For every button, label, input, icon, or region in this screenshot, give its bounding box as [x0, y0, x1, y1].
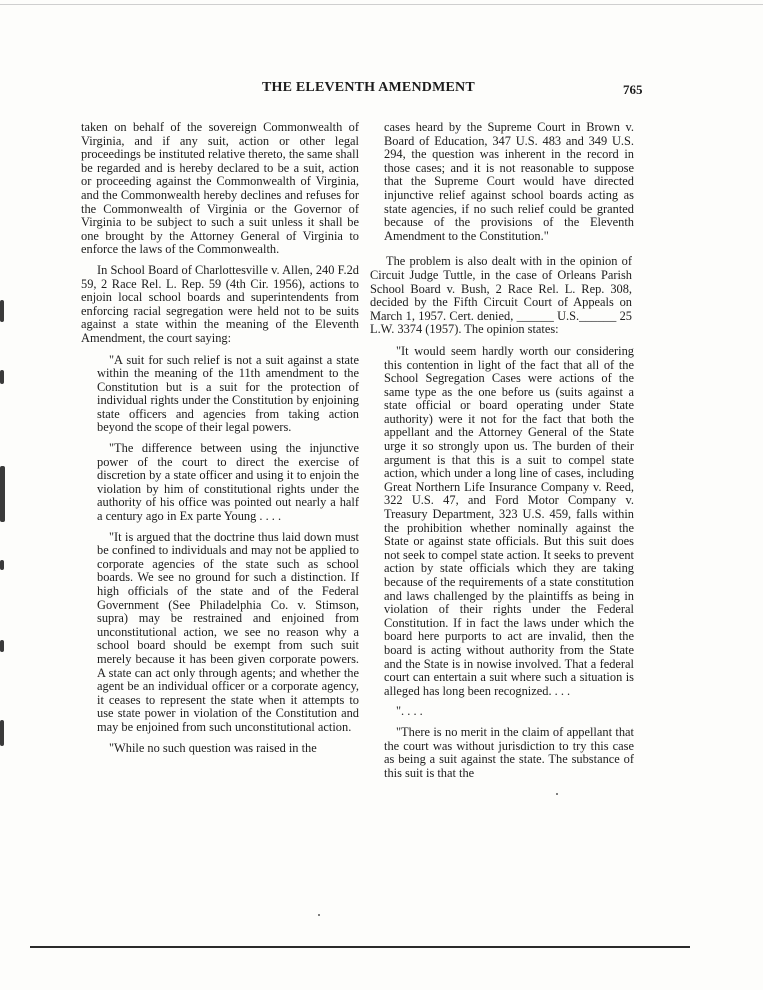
bottom-rule: [30, 946, 690, 948]
quote-paragraph: "It is argued that the doctrine thus laid down must be confined to individuals and may not be applied to corporate agencies of the state such as school boards. We see no ground for such a distinction. If high officials of the state and of the Federal Government (See Philadelphia Co. v. Stimson, supra) may be restrained and enjoined from unconstitutional action, we see no reason why a school board should be exempt from such suit merely because it has been given corporate powers. A state can act only through agents; and whether the agent be an individual officer or a corporate agency, it ceases to represent the state when it attempts to use state power in violation of the Constitution and may be enjoined from such unconstitutional action.: [97, 529, 359, 734]
scan-margin-mark: [0, 560, 4, 570]
quote-paragraph: "The difference between using the injunctive power of the court to direct the exercise of discretion by a state officer and using it to enjoin the violation by him of constitutional rights under the authority of his office was pointed out nearly a half a century ago in Ex parte Young . . . .: [97, 441, 359, 524]
block-quote-bush: [384, 345, 634, 780]
quote-ellipsis: ". . . .: [396, 704, 423, 719]
quote-paragraph: "A suit for such relief is not a suit against a state within the meaning of the 11th amendment to the Constitution but is a suit for the protection of individual rights under the Constitution by enjoining state officers and agencies from taking action beyond the scope of their legal powers.: [97, 352, 359, 435]
right-column: [370, 121, 632, 780]
scan-margin-mark: [0, 300, 4, 322]
left-column: [81, 121, 359, 755]
paragraph-charlottesville-case: In School Board of Charlottesville v. Allen, 240 F.2d 59, 2 Race Rel. L. Rep. 59 (4th Cir. 1956), actions to enjoin local school boards and superintendents from enforcing racial segregation were held not to be suits against a state within the meaning of the Eleventh Amendment, the court saying:: [81, 262, 359, 345]
quote-paragraph: "While no such question was raised in the: [109, 740, 317, 755]
block-quote-continuation: [384, 121, 634, 243]
quote-paragraph: cases heard by the Supreme Court in Brown v. Board of Education, 347 U.S. 483 and 349 U.S. 294, the question was inherent in the record in those cases; and it is not reasonable to suppose that the Supreme Court would have directed injunctive relief against school boards acting as state agencies, if no such relief could be granted because of the provisions of the Eleventh Amendment to the Constitution.": [384, 120, 634, 243]
page-number: 765: [623, 82, 643, 97]
scan-margin-mark: [0, 720, 4, 746]
quote-paragraph: "There is no merit in the claim of appellant that the court was without jurisdiction to try this case as being a suit against the state. The substance of this suit is that the: [384, 724, 634, 780]
scan-margin-mark: [0, 370, 4, 384]
scan-margin-mark: [0, 640, 4, 652]
scan-margin-mark: [0, 466, 5, 522]
paragraph-statute-continuation: taken on behalf of the sovereign Commonwealth of Virginia, and if any suit, action or other legal proceedings be instituted relative thereto, the same shall be regarded and is hereby declared to be a suit, action or proceeding against the Commonwealth of Virginia, and the Commonwealth hereby declines and refuses for the Commonwealth of Virginia or the Governor of Virginia to be subject to such a suit unless it shall be one brought by the Attorney General of Virginia to enforce the laws of the Commonwealth.: [81, 120, 360, 257]
paragraph-orleans-case: The problem is also dealt with in the opinion of Circuit Judge Tuttle, in the case of Orleans Parish School Board v. Bush, 2 Race Rel. L. Rep. 308, decided by the Fifth Circuit Court of Appeals on March 1, 1957. Cert. denied, ______ U.S.______ 25 L.W. 3374 (1957). The opinion states:: [370, 254, 632, 337]
running-title: THE ELEVENTH AMENDMENT: [262, 80, 475, 95]
quote-paragraph: "It would seem hardly worth our considering this contention in light of the fact that all of the School Segregation Cases were actions of the same type as the one before us (suits against a state official or board operating under State authority) were it not for the fact that both the appellant and the Attorney General of the State urge it so strongly upon us. The burden of their argument is that this is a suit to compel state action, which under a long line of cases, including Great Northern Life Insurance Company v. Reed, 322 U.S. 47, and Ford Motor Company v. Treasury Department, 323 U.S. 459, falls within the prohibition whether nominally against the State or against state officials. But this suit does not seek to compel state action. It seeks to prevent action by state officials which they are taking because of the requirements of a state constitution and laws challenged by the plaintiffs as being in violation of their rights under the Federal Constitution. If in fact the laws under which the board here purports to act are invalid, then the board is acting without authority from the State and the State is in nowise involved. That a federal court can entertain a suit where such a situation is alleged has long been recognized. . . .: [384, 343, 634, 698]
scan-speck: [556, 793, 558, 795]
block-quote-allen: [97, 354, 359, 756]
top-edge-rule: [0, 4, 763, 5]
scan-speck: [318, 914, 320, 916]
